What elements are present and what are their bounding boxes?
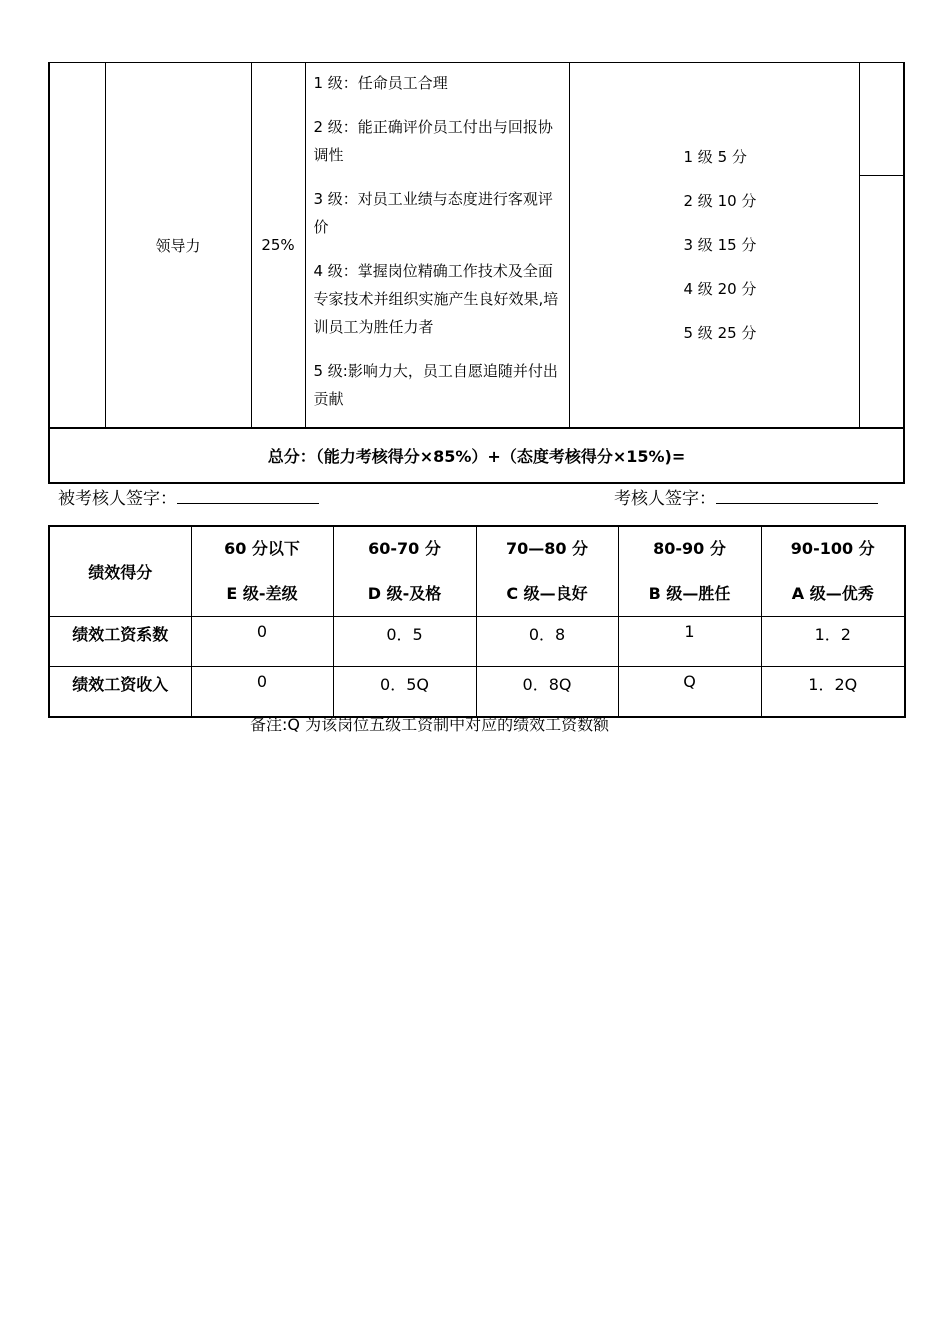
table-cell: 1 <box>618 617 761 667</box>
grade-range: 60-70 分 <box>368 539 441 558</box>
grade-col-c <box>476 526 618 617</box>
grade-col-b <box>618 526 761 617</box>
score-5: 5 级 25 分 <box>683 324 757 342</box>
grade-range: 60 分以下 <box>224 539 300 558</box>
table-cell: Q <box>618 667 761 718</box>
criterion-2: 2 级：能正确评价员工付出与回报协调性 <box>313 118 553 164</box>
table-cell: 0 <box>191 617 333 667</box>
scores-cell <box>569 63 859 429</box>
grade-level: B 级—胜任 <box>648 584 731 603</box>
criteria-cell <box>305 63 569 429</box>
criterion-4: 4 级：掌握岗位精确工作技术及全面专家技术并组织实施产生良好效果,培训员工为胜任力者 <box>313 262 559 336</box>
grade-header-label: 绩效得分 <box>49 526 191 617</box>
criterion-5: 5 级:影响力大，员工自愿追随并付出贡献 <box>313 362 558 408</box>
score-1: 1 级 5 分 <box>683 148 747 166</box>
grade-level: D 级-及格 <box>367 584 442 603</box>
score-4: 4 级 20 分 <box>683 280 757 298</box>
table-cell: 0．8 <box>476 617 618 667</box>
grade-header-row <box>49 526 905 617</box>
item-weight: 25% <box>251 63 305 429</box>
blank-cell <box>49 63 105 429</box>
criterion-1: 1 级：任命员工合理 <box>313 74 448 92</box>
table-cell: 1．2Q <box>761 667 905 718</box>
grade-col-e <box>191 526 333 617</box>
performance-grade-table <box>48 525 906 718</box>
table-cell: 0 <box>191 667 333 718</box>
examinee-signature-label: 被考核人签字： <box>58 489 177 509</box>
grade-col-d <box>333 526 476 617</box>
table-cell: 1．2 <box>761 617 905 667</box>
table-cell: 0．8Q <box>476 667 618 718</box>
leadership-evaluation-table <box>48 62 905 484</box>
score-2: 2 级 10 分 <box>683 192 757 210</box>
total-formula: 总分：（能力考核得分×85%）+（态度考核得分×15%)= <box>49 428 904 483</box>
examinee-signature <box>58 484 319 509</box>
footnote: 备注:Q 为该岗位五级工资制中对应的绩效工资数额 <box>250 715 610 734</box>
grade-level: A 级—优秀 <box>791 584 874 603</box>
grade-range: 80-90 分 <box>653 539 726 558</box>
result-cell <box>859 63 904 429</box>
examiner-signature-line[interactable] <box>716 486 878 504</box>
table-cell: 0．5Q <box>333 667 476 718</box>
total-row <box>49 428 904 483</box>
item-name: 领导力 <box>105 63 251 429</box>
examinee-signature-line[interactable] <box>177 486 319 504</box>
cell-divider <box>860 175 904 176</box>
table-cell: 0．5 <box>333 617 476 667</box>
grade-level: E 级-差级 <box>226 584 298 603</box>
score-3: 3 级 15 分 <box>683 236 757 254</box>
criterion-3: 3 级：对员工业绩与态度进行客观评价 <box>313 190 553 236</box>
leadership-row <box>49 63 904 429</box>
grade-col-a <box>761 526 905 617</box>
grade-level: C 级—良好 <box>506 584 588 603</box>
income-row <box>49 667 905 718</box>
examiner-signature-label: 考核人签字： <box>614 489 716 509</box>
row-label: 绩效工资系数 <box>49 617 191 667</box>
coefficient-row <box>49 617 905 667</box>
row-label: 绩效工资收入 <box>49 667 191 718</box>
examiner-signature <box>614 484 878 509</box>
grade-range: 90-100 分 <box>790 539 875 558</box>
grade-range: 70—80 分 <box>505 539 589 558</box>
